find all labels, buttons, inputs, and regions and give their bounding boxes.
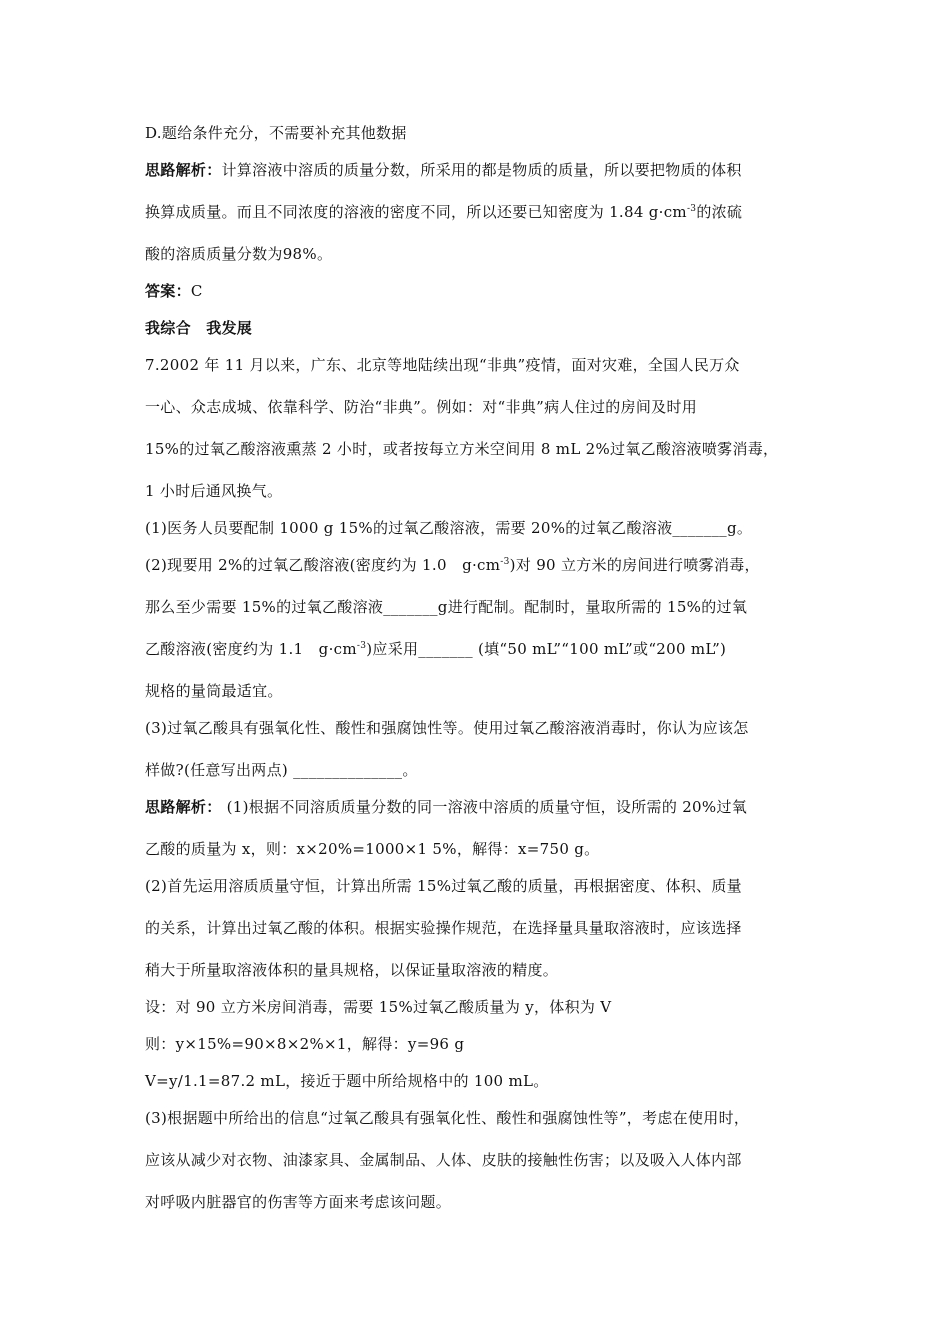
analysis-2-line-2: 乙酸的质量为 x，则：x×20%=1000×1 5%，解得：x=750 g。 (145, 840, 600, 858)
question-7-line-2: 一心、众志成城、依靠科学、防治“非典”。例如：对“非典”病人住过的房间及时用 (145, 398, 698, 416)
question-7-part-2-line-4: 规格的量筒最适宜。 (145, 682, 283, 700)
analysis-2-line-9: (3)根据题中所给出的信息“过氧乙酸具有强氧化性、酸性和强腐蚀性等”，考虑在使用时， (145, 1109, 750, 1127)
analysis-1-line-2 (145, 203, 825, 222)
analysis-text: 计算溶液中溶质的质量分数，所采用的都是物质的质量，所以要把物质的体积 (221, 161, 742, 179)
analysis-2-line-3: (2)首先运用溶质质量守恒，计算出所需 15%过氧乙酸的质量，再根据密度、体积、质量 (145, 877, 742, 895)
question-7-part-3-line-1: (3)过氧乙酸具有强氧化性、酸性和强腐蚀性等。使用过氧乙酸溶液消毒时，你认为应该怎 (145, 719, 749, 737)
analysis-2-line-4: 的关系，计算出过氧乙酸的体积。根据实验操作规范，在选择量具量取溶液时，应该选择 (145, 919, 742, 937)
analysis-1-line-1 (145, 161, 825, 180)
question-7-part-3-line-2: 样做?(任意写出两点) ______________。 (145, 761, 418, 779)
section-title: 我综合 我发展 (145, 319, 253, 337)
analysis-1-line-3: 酸的溶质质量分数为98%。 (145, 245, 333, 263)
analysis-2-line-10: 应该从减少对衣物、油漆家具、金属制品、人体、皮肤的接触性伤害；以及吸入人体内部 (145, 1151, 742, 1169)
document-body (145, 124, 825, 1212)
answer-line (145, 282, 825, 301)
analysis-text: 的浓硫 (696, 203, 743, 221)
superscript: -3 (356, 641, 367, 651)
answer-value: C (190, 282, 203, 300)
question-7-line-3: 15%的过氧乙酸溶液熏蒸 2 小时，或者按每立方米空间用 8 mL 2%过氧乙酸溶液喷雾消毒， (145, 440, 779, 458)
superscript: -3 (500, 557, 510, 567)
question-7-line-1: 7.2002 年 11 月以来，广东、北京等地陆续出现“非典”疫情，面对灾难，全国人民万众 (145, 356, 740, 374)
option-d: D.题给条件充分，不需要补充其他数据 (145, 124, 407, 142)
analysis-label: 思路解析： (145, 161, 222, 179)
analysis-2-line-5: 稍大于所量取溶液体积的量具规格，以保证量取溶液的精度。 (145, 961, 559, 979)
analysis-label: 思路解析： (145, 798, 222, 816)
answer-label: 答案： (145, 282, 191, 300)
analysis-2-line-8: V=y/1.1=87.2 mL，接近于题中所给规格中的 100 mL。 (145, 1072, 549, 1090)
question-text: 乙酸溶液(密度约为 1.1 g·cm (145, 640, 357, 658)
question-7-part-2-line-3 (145, 640, 825, 659)
question-text: )应采用_______ (填“50 mL”“100 mL”或“200 mL”) (366, 640, 727, 658)
analysis-text: 换算成质量。而且不同浓度的溶液的密度不同，所以还要已知密度为 1.84 g·cm (145, 203, 687, 221)
question-7-part-2-line-1 (145, 556, 825, 575)
question-text: (2)现要用 2%的过氧乙酸溶液(密度约为 1.0 g·cm (145, 556, 501, 574)
analysis-2-line-7: 则：y×15%=90×8×2%×1，解得：y=96 g (145, 1035, 465, 1053)
analysis-2-line-1 (145, 798, 825, 817)
question-7-part-1: (1)医务人员要配制 1000 g 15%的过氧乙酸溶液，需要 20%的过氧乙酸溶液_______g。 (145, 519, 753, 537)
question-text: )对 90 立方米的房间进行喷雾消毒， (509, 556, 760, 574)
question-7-line-4: 1 小时后通风换气。 (145, 482, 283, 500)
question-7-part-2-line-2: 那么至少需要 15%的过氧乙酸溶液_______g进行配制。配制时，量取所需的 15%的过氧 (145, 598, 748, 616)
analysis-2-line-11: 对呼吸内脏器官的伤害等方面来考虑该问题。 (145, 1193, 452, 1211)
superscript: -3 (686, 204, 697, 214)
analysis-text: (1)根据不同溶质质量分数的同一溶液中溶质的质量守恒，设所需的 20%过氧 (221, 798, 748, 816)
analysis-2-line-6: 设：对 90 立方米房间消毒，需要 15%过氧乙酸质量为 y，体积为 V (145, 998, 612, 1016)
